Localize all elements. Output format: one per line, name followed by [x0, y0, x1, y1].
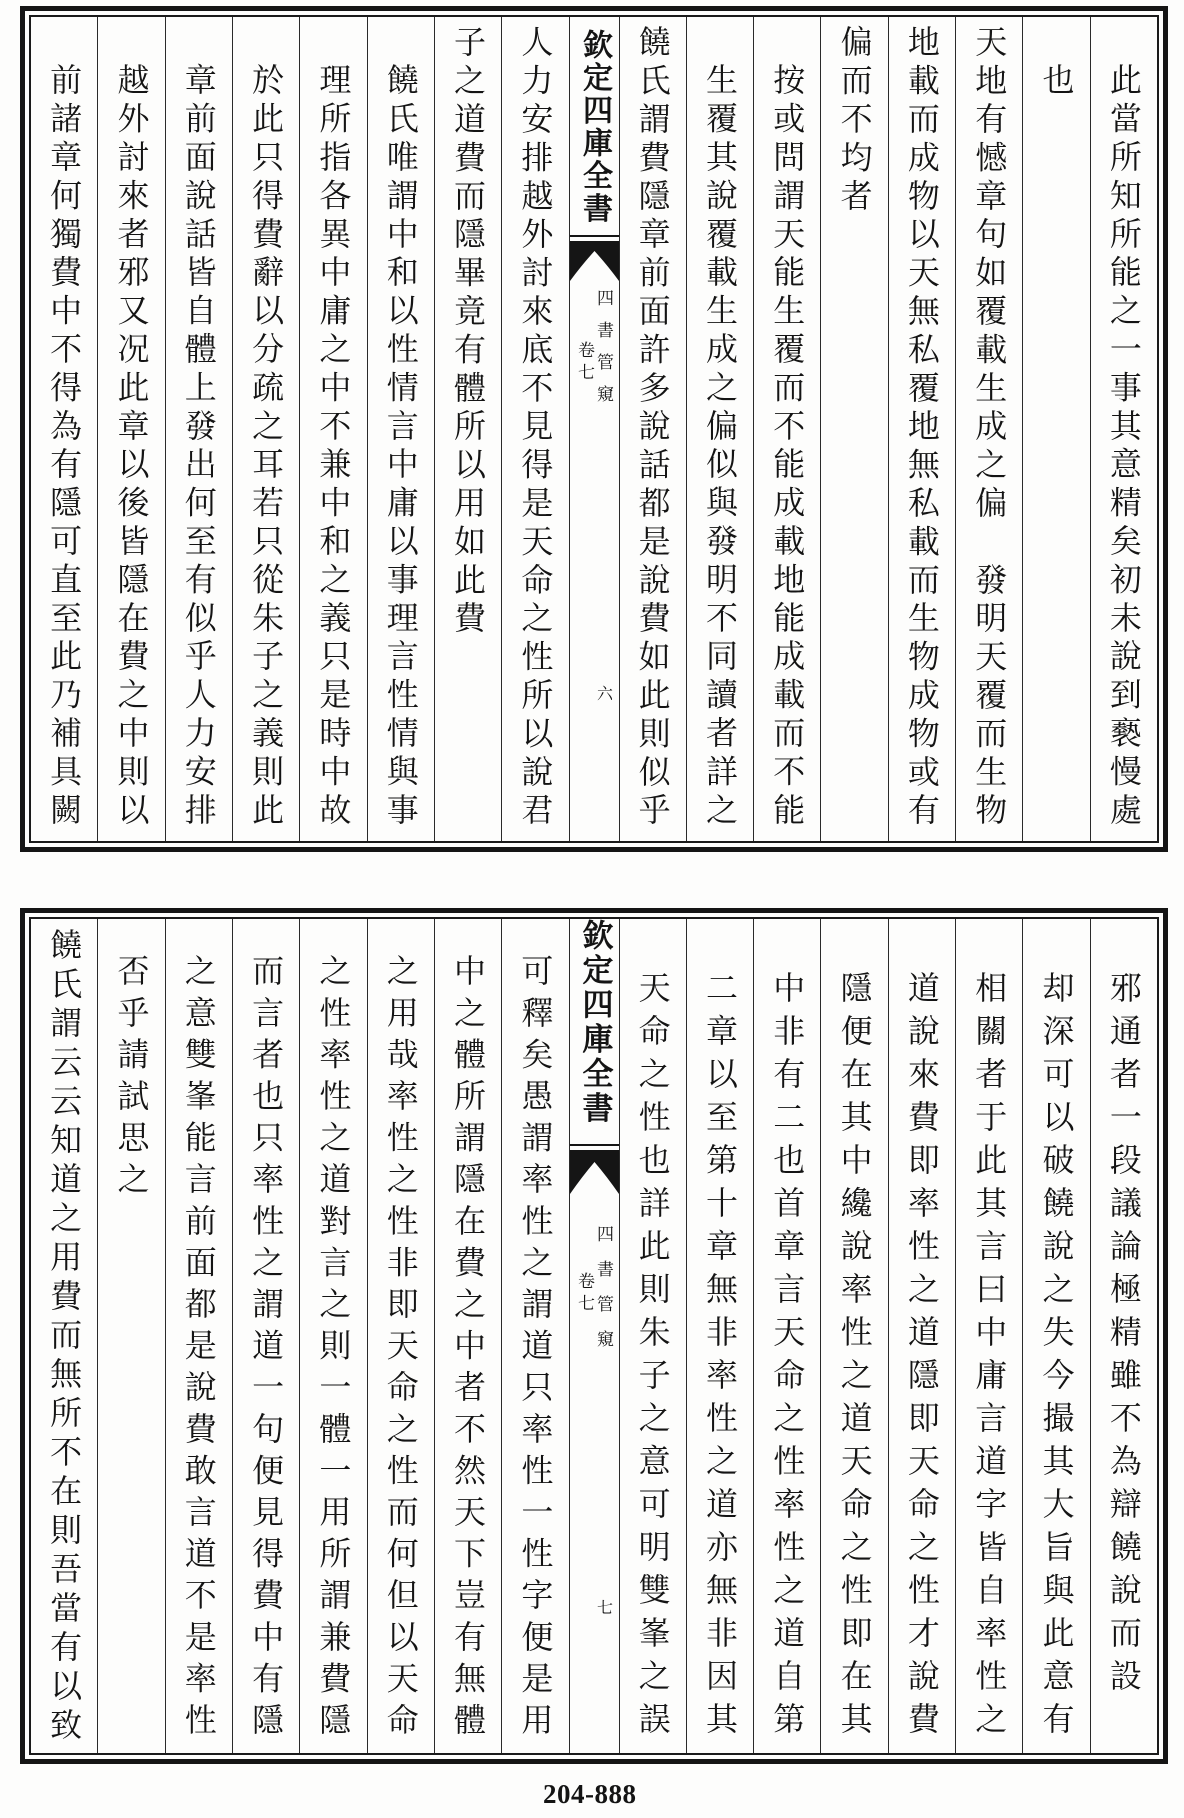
column-text: 也	[1037, 63, 1076, 102]
text-column	[1090, 919, 1157, 1753]
text-column	[501, 919, 568, 1753]
fold-volume: 卷七	[574, 1272, 594, 1316]
column-text: 生覆其說覆載生成之偏似與發明不同讀者詳之	[700, 63, 739, 831]
column-text: 越外討來者邪又况此章以後皆隱在費之中則以	[112, 63, 151, 831]
column-text: 饒氏唯謂中和以性情言中庸以事理言性情與事	[381, 63, 420, 831]
text-column	[686, 919, 753, 1753]
fold-column	[569, 17, 619, 841]
fold-book-title: 四書管窺	[593, 289, 613, 417]
fold-collection-title: 欽定四庫全書	[576, 919, 613, 1126]
text-column	[955, 919, 1022, 1753]
column-text: 道說來費即率性之道隱即天命之性才說費	[902, 971, 941, 1745]
text-column	[1022, 919, 1089, 1753]
column-text: 隱便在其中纔說率性之道天命之性即在其	[835, 971, 874, 1745]
column-text: 饒氏謂費隱章前面許多說話都是說費如此則似乎	[633, 25, 672, 832]
text-column	[888, 919, 955, 1753]
text-column	[955, 17, 1022, 841]
fold-collection-title: 欽定四庫全書	[577, 29, 612, 226]
column-text: 前諸章何獨費中不得為有隱可直至此乃補具闕	[45, 63, 84, 831]
text-column	[619, 17, 686, 841]
column-text: 中之體所謂隱在費之中者不然天下豈有無體	[449, 954, 488, 1745]
text-column	[97, 919, 164, 1753]
column-text: 可釋矣愚謂率性之謂道只率性一性字便是用	[516, 954, 555, 1745]
text-column	[888, 17, 955, 841]
text-column	[434, 919, 501, 1753]
text-column	[619, 919, 686, 1753]
column-text: 邪通者一段議論極精雖不為辯饒說而設	[1104, 971, 1143, 1702]
column-text: 於此只得費辭以分疏之耳若只從朱子之義則此	[247, 63, 286, 831]
column-text: 中非有二也首章言天命之性率性之道自第	[768, 971, 807, 1745]
text-column	[820, 919, 887, 1753]
page-panel-bottom	[20, 908, 1168, 1764]
fold-column	[569, 919, 619, 1753]
column-text: 之用哉率性之性非即天命之性而何但以天命	[381, 954, 420, 1745]
text-column	[434, 17, 501, 841]
column-text: 二章以至第十章無非率性之道亦無非因其	[700, 971, 739, 1745]
column-text: 之意雙峯能言前面都是說費敢言道不是率性	[179, 954, 218, 1745]
fold-book-title: 四書管窺	[593, 1225, 613, 1365]
column-text: 子之道費而隱畢竟有體所以用如此費	[449, 25, 488, 640]
text-column	[165, 17, 232, 841]
text-column	[232, 17, 299, 841]
text-column	[165, 919, 232, 1753]
column-text: 按或問謂天能生覆而不能成載地能成載而不能	[768, 63, 807, 831]
column-text: 此當所知所能之一事其意精矣初未說到褻慢處	[1104, 63, 1143, 831]
text-column	[753, 17, 820, 841]
text-column	[1022, 17, 1089, 841]
column-text: 人力安排越外討來底不見得是天命之性所以說君	[516, 25, 555, 832]
column-text: 否乎請試思之	[112, 954, 151, 1204]
text-column	[1090, 17, 1157, 841]
column-text: 偏而不均者	[835, 25, 874, 217]
text-column	[367, 919, 434, 1753]
text-column	[299, 919, 366, 1753]
text-column	[31, 919, 97, 1753]
text-column	[753, 919, 820, 1753]
text-column	[367, 17, 434, 841]
text-column	[299, 17, 366, 841]
text-frame	[29, 15, 1159, 843]
column-text: 而言者也只率性之謂道一句便見得費中有隱	[247, 954, 286, 1745]
text-column	[686, 17, 753, 841]
fold-leaf-number: 六	[594, 685, 614, 701]
column-text: 天命之性也詳此則朱子之意可明雙峯之誤	[633, 971, 672, 1745]
page-number: 204-888	[543, 1779, 637, 1809]
text-frame	[29, 917, 1159, 1755]
column-text: 之性率性之道對言之則一體一用所謂兼費隱	[314, 954, 353, 1745]
column-text: 相關者于此其言曰中庸言道字皆自率性之	[970, 971, 1009, 1745]
column-text: 天地有憾章句如覆載生成之偏 發明天覆而生物	[970, 25, 1009, 832]
column-text: 地載而成物以天無私覆地無私載而生物成物或有	[902, 25, 941, 832]
fishtail-mark	[570, 235, 619, 281]
text-column	[31, 17, 97, 841]
text-column	[501, 17, 568, 841]
fold-leaf-number: 七	[594, 1599, 614, 1615]
fold-volume: 卷七	[574, 341, 594, 385]
column-text: 章前面說話皆自體上發出何至有似乎人力安排	[179, 63, 218, 831]
column-text: 饒氏謂云云知道之用費而無所不在則吾當有以致	[45, 928, 84, 1747]
text-column	[820, 17, 887, 841]
fishtail-mark	[570, 1144, 619, 1194]
page-panel-top	[20, 6, 1168, 852]
text-column	[97, 17, 164, 841]
text-column	[232, 919, 299, 1753]
column-text: 理所指各異中庸之中不兼中和之義只是時中故	[314, 63, 353, 831]
column-text: 却深可以破饒說之失今撮其大旨與此意有	[1037, 971, 1076, 1745]
